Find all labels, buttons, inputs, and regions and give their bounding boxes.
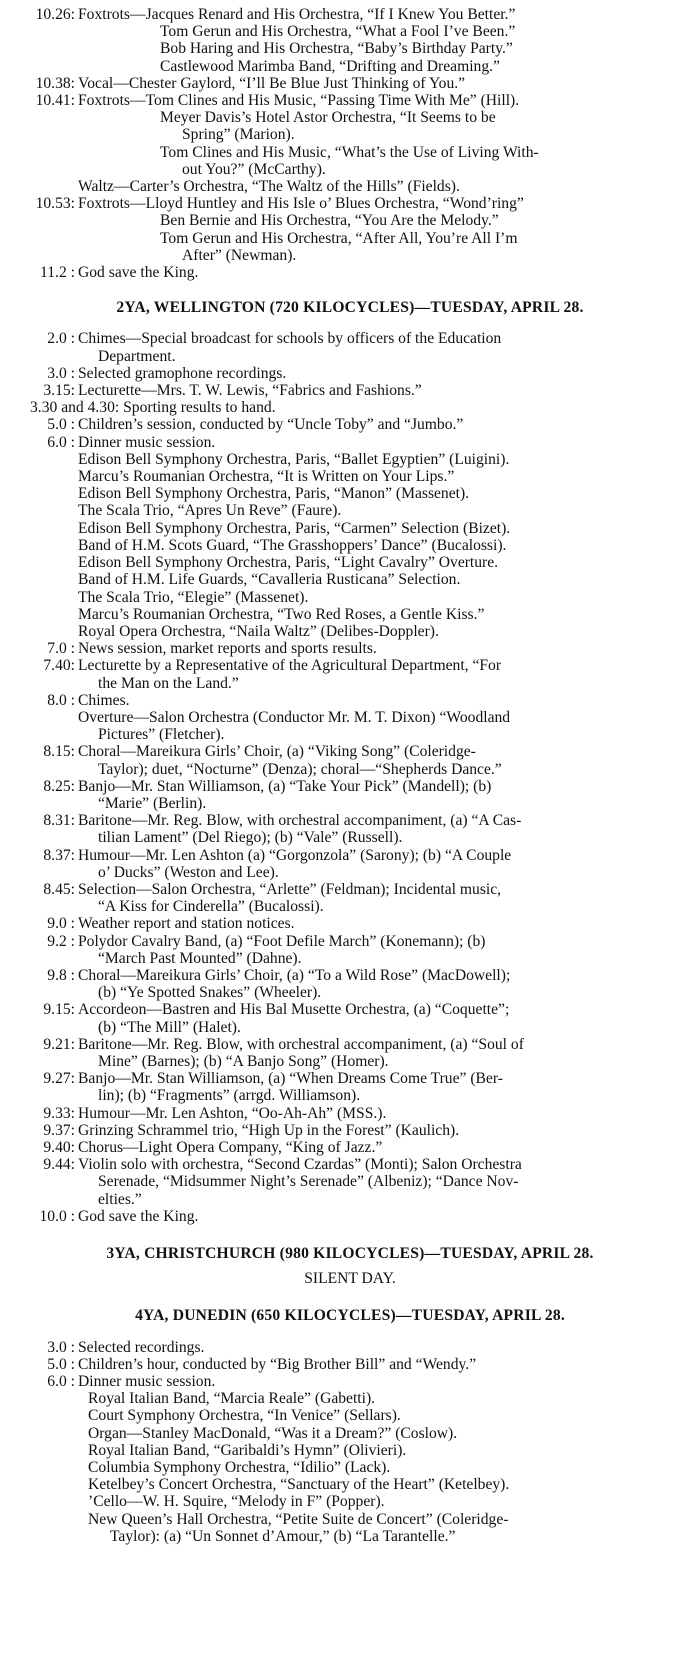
time-label: 2.0 : [47, 330, 75, 348]
schedule-line [0, 161, 700, 178]
program-text: Chimes. [78, 691, 130, 709]
schedule-line [0, 915, 700, 932]
program-text: Spring” (Marion). [182, 126, 295, 144]
program-text: Ben Bernie and His Orchestra, “You Are the Melody.” [160, 212, 499, 230]
schedule-line [0, 1019, 700, 1036]
schedule-line [0, 230, 700, 247]
program-text: God save the King. [78, 1207, 199, 1225]
time-label: 9.0 : [47, 915, 75, 933]
schedule-line [0, 212, 700, 229]
heading-4ya-dunedin: 4YA, DUNEDIN (650 KILOCYCLES)—TUESDAY, APRIL 28. [135, 1307, 565, 1325]
program-text: God save the King. [78, 264, 199, 282]
program-text: elties.” [98, 1190, 142, 1208]
schedule-line [0, 950, 700, 967]
schedule-line [0, 1173, 700, 1190]
time-label: 9.21: [43, 1035, 75, 1053]
time-label: 9.27: [43, 1070, 75, 1088]
schedule-line [0, 1476, 700, 1493]
schedule-line [0, 468, 700, 485]
schedule-line [0, 1442, 700, 1459]
schedule-line [0, 743, 700, 760]
schedule-line [0, 864, 700, 881]
program-text: Royal Italian Band, “Marcia Reale” (Gabetti). [88, 1390, 376, 1408]
schedule-line [0, 195, 700, 212]
program-text: Taylor): (a) “Un Sonnet d’Amour,” (b) “La Tarantelle.” [110, 1527, 456, 1545]
program-text: Waltz—Carter’s Orchestra, “The Waltz of the Hills” (Fields). [78, 178, 460, 196]
schedule-line [0, 761, 700, 778]
program-text: Band of H.M. Life Guards, “Cavalleria Rusticana” Selection. [78, 571, 461, 589]
time-label: 8.0 : [47, 691, 75, 709]
time-label: 6.0 : [47, 1373, 75, 1391]
program-text: Selected gramophone recordings. [78, 364, 287, 382]
schedule-line [0, 1208, 700, 1225]
program-text: Edison Bell Symphony Orchestra, Paris, “Light Cavalry” Overture. [78, 554, 499, 572]
schedule-line [0, 126, 700, 143]
time-label: 10.41: [35, 92, 75, 110]
schedule-line [0, 537, 700, 554]
schedule-line [0, 984, 700, 1001]
schedule-line [0, 726, 700, 743]
program-text: Children’s session, conducted by “Uncle Toby” and “Jumbo.” [78, 416, 464, 434]
schedule-line [0, 881, 700, 898]
program-text: Marcu’s Roumanian Orchestra, “It is Written on Your Lips.” [78, 468, 455, 486]
program-text: After” (Newman). [182, 246, 297, 264]
schedule-line [0, 348, 700, 365]
schedule-line [0, 23, 700, 40]
program-text: “A Kiss for Cinderella” (Bucalossi). [98, 898, 324, 916]
schedule-line [0, 675, 700, 692]
program-text: The Scala Trio, “Elegie” (Massenet). [78, 588, 309, 606]
schedule-line [0, 589, 700, 606]
time-label: 3.15: [43, 382, 75, 400]
program-text: Humour—Mr. Len Ashton, “Oo-Ah-Ah” (MSS.). [78, 1104, 387, 1122]
time-label: 9.40: [43, 1139, 75, 1156]
program-text: Tom Gerun and His Orchestra, “After All, You’re All I’m [160, 229, 518, 247]
schedule-line [0, 795, 700, 812]
time-label: 7.40: [43, 657, 75, 675]
program-text: Taylor); duet, “Nocturne” (Denza); choral—“Shepherds Dance.” [98, 760, 502, 778]
schedule-line [0, 1156, 700, 1173]
program-text: Royal Italian Band, “Garibaldi’s Hymn” (Olivieri). [88, 1441, 407, 1459]
program-text: Edison Bell Symphony Orchestra, Paris, “Ballet Egyptien” (Luigini). [78, 450, 510, 468]
program-text: Weather report and station notices. [78, 915, 295, 933]
program-text: Chorus—Light Opera Company, “King of Jazz.” [78, 1139, 383, 1156]
schedule-line [0, 330, 700, 347]
program-text: Meyer Davis’s Hotel Astor Orchestra, “It Seems to be [160, 109, 496, 127]
schedule-line [0, 829, 700, 846]
section-4ya-dunedin [0, 1339, 700, 1545]
schedule-line [0, 709, 700, 726]
program-text: Vocal—Chester Gaylord, “I’ll Be Blue Just Thinking of You.” [78, 74, 466, 92]
program-text: Tom Clines and His Music, “What’s the Use of Living With- [160, 143, 539, 161]
silent-day-notice: SILENT DAY. [304, 1270, 396, 1288]
schedule-line [0, 416, 700, 433]
time-label: 7.0 : [47, 640, 75, 658]
program-text: Columbia Symphony Orchestra, “Idilio” (Lack). [88, 1459, 391, 1477]
schedule-line [0, 1459, 700, 1476]
program-text: ’Cello—W. H. Squire, “Melody in F” (Popper). [88, 1493, 385, 1511]
program-text: Choral—Mareikura Girls’ Choir, (a) “Viking Song” (Coleridge- [78, 743, 476, 761]
time-label: 8.45: [43, 880, 75, 898]
program-text: Lecturette—Mrs. T. W. Lewis, “Fabrics and Fashions.” [78, 382, 422, 400]
program-text: Edison Bell Symphony Orchestra, Paris, “Manon” (Massenet). [78, 485, 470, 503]
time-label: 9.33: [43, 1104, 75, 1122]
time-label: 8.37: [43, 846, 75, 864]
heading-2ya-wellington: 2YA, WELLINGTON (720 KILOCYCLES)—TUESDAY, APRIL 28. [116, 299, 584, 317]
program-text: Overture—Salon Orchestra (Conductor Mr. M. T. Dixon) “Woodland [78, 708, 511, 726]
program-text: Bob Haring and His Orchestra, “Baby’s Birthday Party.” [160, 40, 513, 58]
time-label: 10.0 : [39, 1207, 75, 1225]
schedule-line [0, 1356, 700, 1373]
program-text: o’ Ducks” (Weston and Lee). [98, 863, 279, 881]
schedule-line [0, 1390, 700, 1407]
program-text: Polydor Cavalry Band, (a) “Foot Defile March” (Konemann); (b) [78, 932, 486, 950]
schedule-line [0, 1139, 700, 1156]
time-label: 11.2 : [40, 264, 75, 282]
program-text: Baritone—Mr. Reg. Blow, with orchestral accompaniment, (a) “A Cas- [78, 812, 522, 830]
schedule-line [0, 1122, 700, 1139]
schedule-line [0, 502, 700, 519]
program-text: Dinner music session. [78, 1373, 216, 1391]
schedule-line [0, 554, 700, 571]
schedule-line [0, 898, 700, 915]
time-label: 3.0 : [47, 1338, 75, 1356]
time-label: 8.15: [43, 743, 75, 761]
program-text: 3.30 and 4.30: Sporting results to hand. [30, 399, 276, 417]
program-text: Band of H.M. Scots Guard, “The Grasshoppers’ Dance” (Bucalossi). [78, 536, 507, 554]
schedule-line [0, 451, 700, 468]
schedule-line [0, 606, 700, 623]
program-text: the Man on the Land.” [98, 674, 239, 692]
schedule-line [0, 623, 700, 640]
time-label: 3.0 : [47, 364, 75, 382]
schedule-line [0, 640, 700, 657]
program-text: Selected recordings. [78, 1338, 205, 1356]
schedule-line [0, 75, 700, 92]
schedule-line [0, 264, 700, 281]
program-text: News session, market reports and sports results. [78, 640, 377, 658]
schedule-line [0, 1528, 700, 1545]
schedule-line [0, 778, 700, 795]
schedule-line [0, 434, 700, 451]
time-label: 9.44: [43, 1156, 75, 1174]
program-text: Edison Bell Symphony Orchestra, Paris, “Carmen” Selection (Bizet). [78, 519, 511, 537]
program-text: Tom Gerun and His Orchestra, “What a Fool I’ve Been.” [160, 23, 516, 41]
schedule-line [0, 6, 700, 23]
program-text: The Scala Trio, “Apres Un Reve” (Faure). [78, 502, 342, 520]
schedule-line [0, 1036, 700, 1053]
schedule-line [0, 1407, 700, 1424]
program-text: Court Symphony Orchestra, “In Venice” (Sellars). [88, 1407, 401, 1425]
program-text: Castlewood Marimba Band, “Drifting and Dreaming.” [160, 57, 500, 75]
program-text: Foxtrots—Tom Clines and His Music, “Passing Time With Me” (Hill). [78, 92, 520, 110]
schedule-line [0, 399, 700, 416]
schedule-line [0, 92, 700, 109]
schedule-line [0, 1070, 700, 1087]
program-text: Marcu’s Roumanian Orchestra, “Two Red Roses, a Gentle Kiss.” [78, 605, 485, 623]
program-text: New Queen’s Hall Orchestra, “Petite Suite de Concert” (Coleridge- [88, 1510, 509, 1528]
program-text: Serenade, “Midsummer Night’s Serenade” (Albeniz); “Dance Nov- [98, 1173, 519, 1191]
program-text: Children’s hour, conducted by “Big Brother Bill” and “Wendy.” [78, 1355, 477, 1373]
time-label: 9.37: [43, 1121, 75, 1139]
schedule-line [0, 1191, 700, 1208]
schedule-line [0, 1001, 700, 1018]
schedule-line [0, 1493, 700, 1510]
schedule-line [0, 692, 700, 709]
schedule-line [0, 520, 700, 537]
schedule-line [0, 247, 700, 264]
schedule-line [0, 812, 700, 829]
program-text: Chimes—Special broadcast for schools by officers of the Education [78, 330, 502, 348]
heading-3ya-christchurch: 3YA, CHRISTCHURCH (980 KILOCYCLES)—TUESDAY, APRIL 28. [106, 1245, 594, 1263]
time-label: 10.38: [35, 74, 75, 92]
schedule-line [0, 1105, 700, 1122]
program-text: (b) “Ye Spotted Snakes” (Wheeler). [98, 984, 322, 1002]
program-text: Lecturette by a Representative of the Agricultural Department, “For [78, 657, 502, 675]
section-2ya-wellington [0, 330, 700, 1225]
program-text: Foxtrots—Jacques Renard and His Orchestra, “If I Knew You Better.” [78, 6, 516, 23]
program-text: Department. [98, 347, 176, 365]
schedule-line [0, 657, 700, 674]
schedule-line [0, 1339, 700, 1356]
time-label: 8.25: [43, 777, 75, 795]
time-label: 9.8 : [47, 966, 75, 984]
program-text: Accordeon—Bastren and His Bal Musette Orchestra, (a) “Coquette”; [78, 1001, 510, 1019]
program-text: “March Past Mounted” (Dahne). [98, 949, 302, 967]
schedule-line [0, 1511, 700, 1528]
schedule-line [0, 1425, 700, 1442]
program-text: Foxtrots—Lloyd Huntley and His Isle o’ Blues Orchestra, “Wond’ring” [78, 195, 524, 213]
schedule-line [0, 109, 700, 126]
program-text: out You?” (McCarthy). [182, 160, 326, 178]
schedule-line [0, 1053, 700, 1070]
schedule-line [0, 382, 700, 399]
time-label: 9.2 : [47, 932, 75, 950]
time-label: 5.0 : [47, 416, 75, 434]
schedule-line [0, 485, 700, 502]
schedule-line [0, 967, 700, 984]
program-text: Pictures” (Fletcher). [98, 726, 225, 744]
schedule-line [0, 847, 700, 864]
time-label: 6.0 : [47, 433, 75, 451]
program-text: tilian Lament” (Del Riego); (b) “Vale” (Russell). [98, 829, 403, 847]
schedule-line [0, 178, 700, 195]
schedule-line [0, 933, 700, 950]
program-text: Ketelbey’s Concert Orchestra, “Sanctuary of the Heart” (Ketelbey). [88, 1476, 510, 1494]
schedule-line [0, 571, 700, 588]
time-label: 8.31: [43, 812, 75, 830]
schedule-line [0, 1087, 700, 1104]
schedule-line [0, 1373, 700, 1390]
program-text: Baritone—Mr. Reg. Blow, with orchestral accompaniment, (a) “Soul of [78, 1035, 524, 1053]
program-text: Organ—Stanley MacDonald, “Was it a Dream?” (Coslow). [88, 1424, 458, 1442]
schedule-line [0, 58, 700, 75]
program-text: Grinzing Schrammel trio, “High Up in the Forest” (Kaulich). [78, 1121, 460, 1139]
schedule-line [0, 40, 700, 57]
program-text: Violin solo with orchestra, “Second Czardas” (Monti); Salon Orchestra [78, 1156, 522, 1174]
program-text: lin); (b) “Fragments” (arrgd. Williamson). [98, 1087, 361, 1105]
program-text: Dinner music session. [78, 433, 216, 451]
time-label: 5.0 : [47, 1355, 75, 1373]
program-text: “Marie” (Berlin). [98, 794, 207, 812]
schedule-line [0, 144, 700, 161]
section-1ya-continued [0, 6, 700, 281]
schedule-line [0, 365, 700, 382]
time-label: 9.15: [43, 1001, 75, 1019]
program-text: Banjo—Mr. Stan Williamson, (a) “Take Your Pick” (Mandell); (b) [78, 777, 492, 795]
program-text: Banjo—Mr. Stan Williamson, (a) “When Dreams Come True” (Ber- [78, 1070, 503, 1088]
program-text: Choral—Mareikura Girls’ Choir, (a) “To a Wild Rose” (MacDowell); [78, 966, 511, 984]
time-label: 10.26: [35, 6, 75, 23]
program-text: Royal Opera Orchestra, “Naila Waltz” (Delibes-Doppler). [78, 622, 439, 640]
program-text: Humour—Mr. Len Ashton (a) “Gorgonzola” (Sarony); (b) “A Couple [78, 846, 512, 864]
program-text: (b) “The Mill” (Halet). [98, 1018, 241, 1036]
program-text: Mine” (Barnes); (b) “A Banjo Song” (Homer). [98, 1052, 389, 1070]
time-label: 10.53: [35, 195, 75, 213]
program-text: Selection—Salon Orchestra, “Arlette” (Feldman); Incidental music, [78, 880, 502, 898]
